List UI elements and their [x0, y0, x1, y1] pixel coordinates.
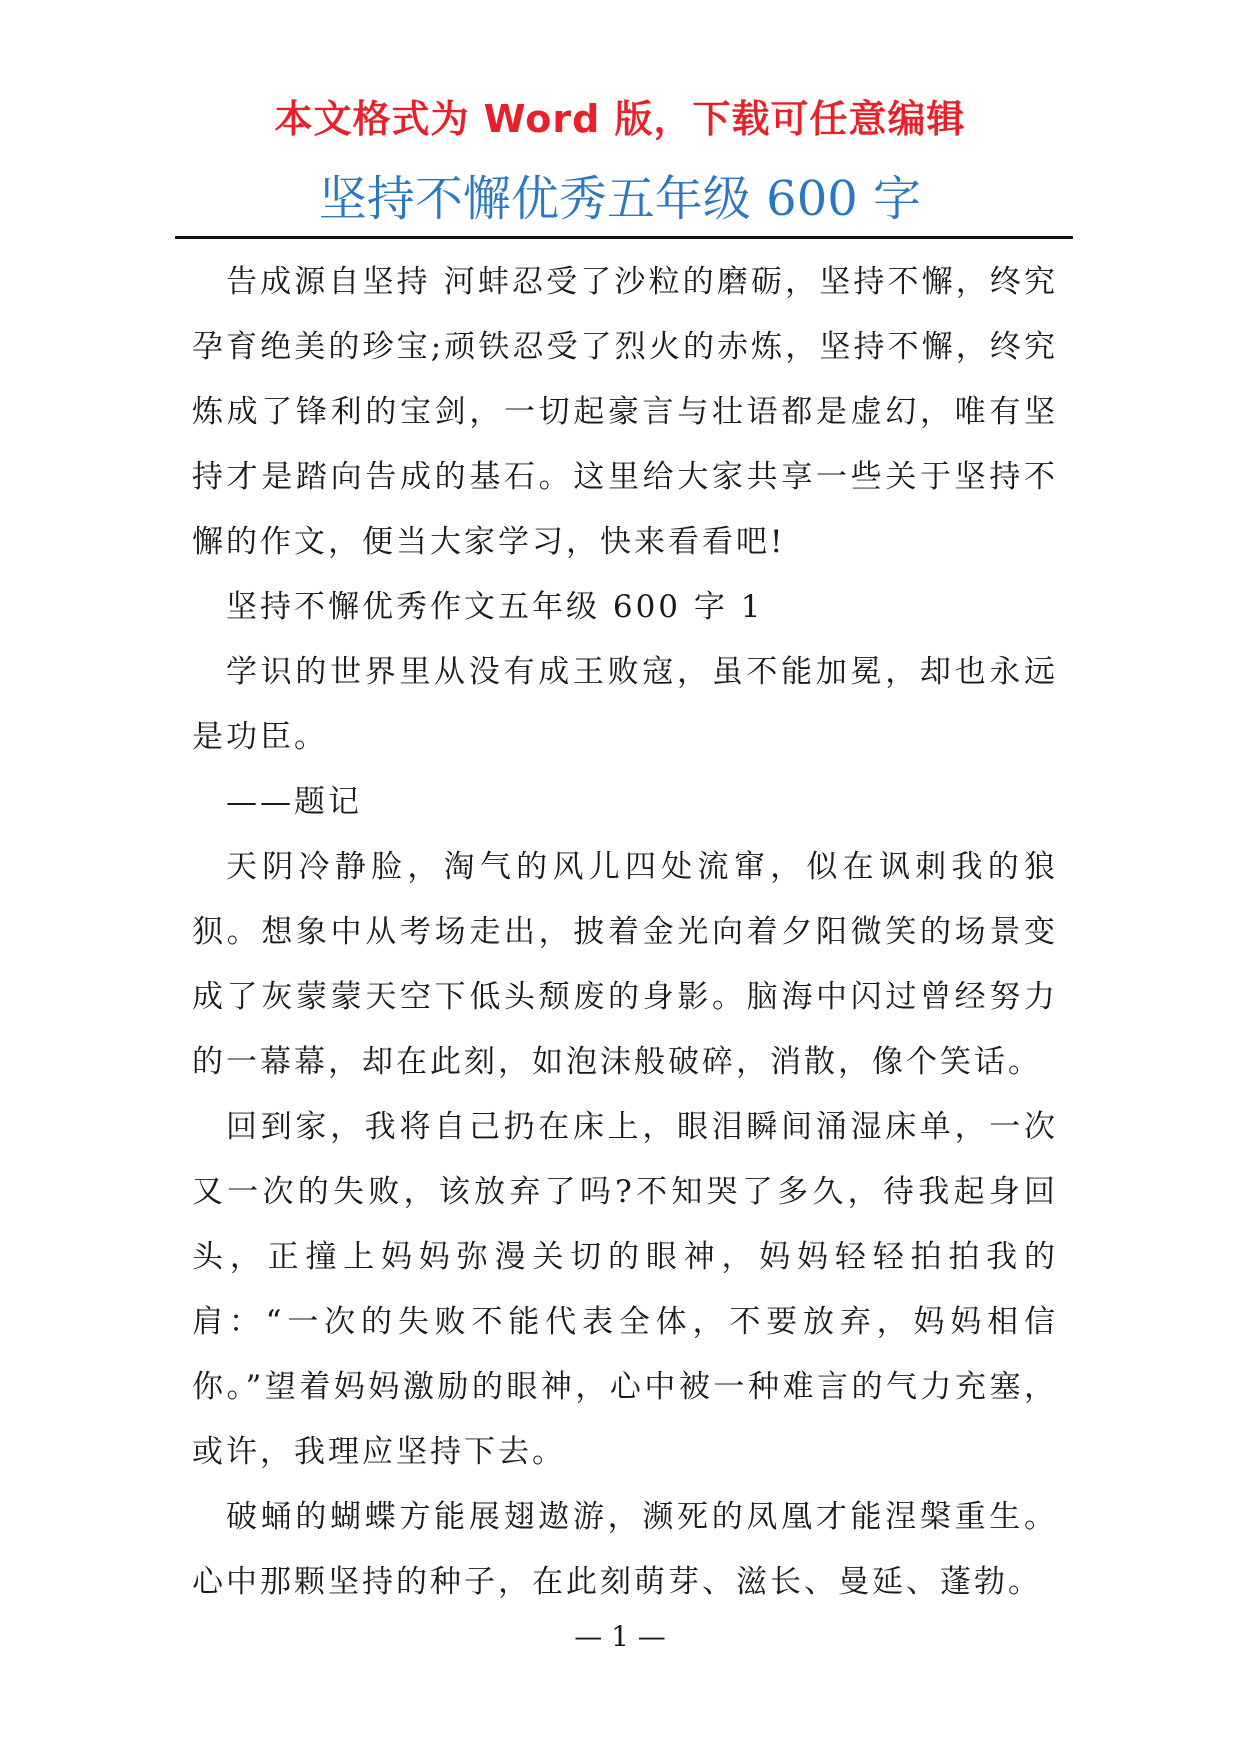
title-divider — [175, 236, 1073, 239]
format-banner: 本文格式为 Word 版，下载可任意编辑 — [274, 97, 966, 141]
paragraph-epigraph: 学识的世界里从没有成王败寇，虽不能加冕，却也永远是功臣。 — [192, 654, 1058, 755]
document-title: 坚持不懈优秀五年级 600 字 — [318, 171, 922, 227]
paragraph: 回到家，我将自己扔在床上，眼泪瞬间涌湿床单，一次又一次的失败，该放弃了吗?不知哭了多久，待我起身回头，正撞上妈妈弥漫关切的眼神，妈妈轻轻拍拍我的肩：“一次的失败不能代表全体，不要放弃，妈妈相信你。”望着妈妈激励的眼神，心中被一种难言的气力充塞，或许，我理应坚持下去。 — [192, 1109, 1058, 1470]
epigraph-attribution: ——题记 — [226, 784, 362, 820]
paragraph: 天阴冷静脸，淘气的风儿四处流窜，似在讽刺我的狼狈。想象中从考场走出，披着金光向着夕阳微笑的场景变成了灰蒙蒙天空下低头颓废的身影。脑海中闪过曾经努力的一幕幕，却在此刻，如泡沫般破碎，消散，像个笑话。 — [192, 849, 1058, 1080]
paragraph: 破蛹的蝴蝶方能展翅遨游，濒死的凤凰才能涅槃重生。心中那颗坚持的种子，在此刻萌芽、滋长、曼延、蓬勃。 — [192, 1499, 1058, 1600]
document-body — [192, 250, 1058, 1615]
section-heading: 坚持不懈优秀作文五年级 600 字 1 — [226, 589, 764, 625]
page-number: — 1 — — [574, 1620, 666, 1653]
paragraph-intro: 告成源自坚持 河蚌忍受了沙粒的磨砺，坚持不懈，终究孕育绝美的珍宝;顽铁忍受了烈火的赤炼，坚持不懈，终究炼成了锋利的宝剑，一切起豪言与壮语都是虚幻，唯有坚持才是踏向告成的基石。这里给大家共享一些关于坚持不懈的作文，便当大家学习，快来看看吧! — [192, 264, 1058, 560]
